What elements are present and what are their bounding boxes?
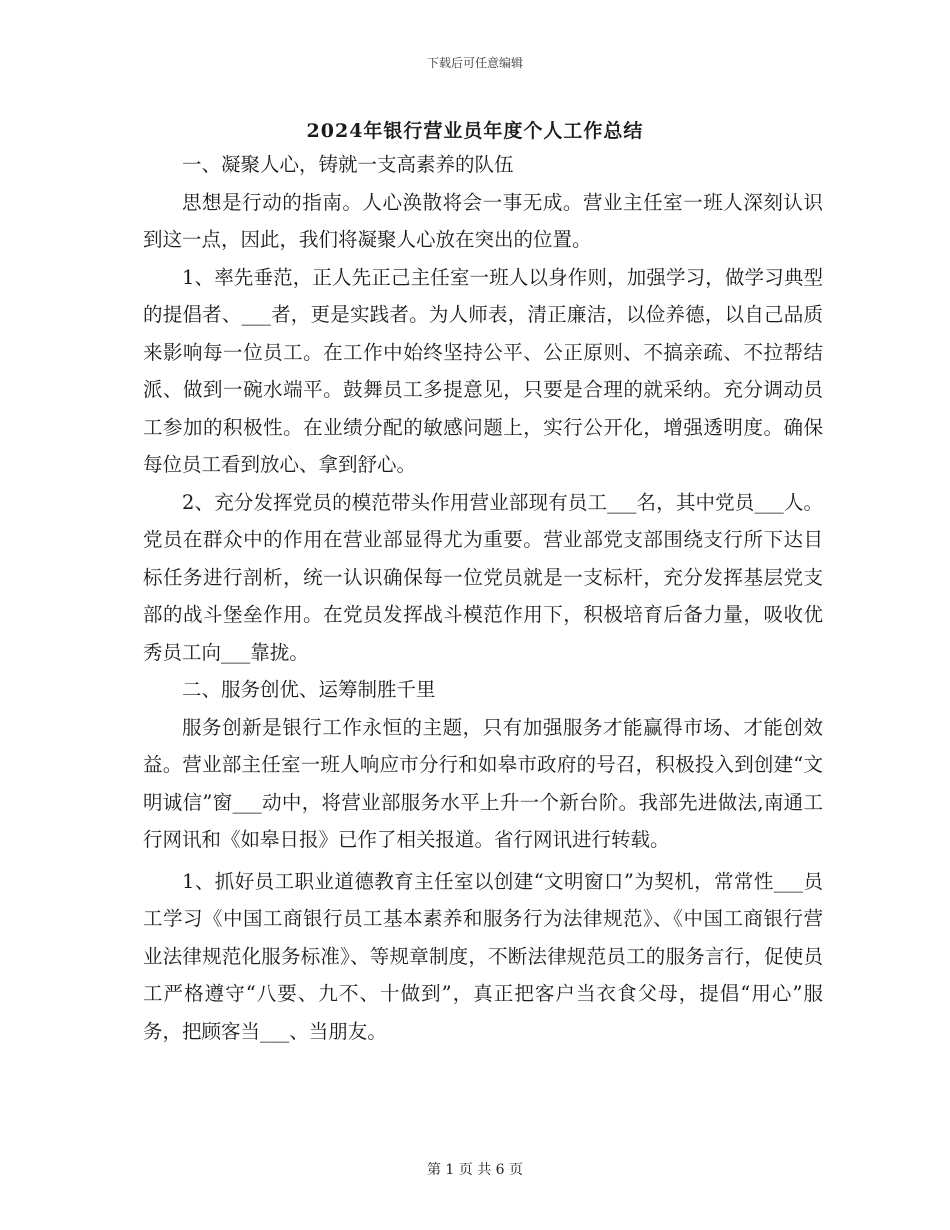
- paragraph-item-2: 2、充分发挥党员的模范带头作用营业部现有员工___名，其中党员___人。党员在群众中的作用在营业部显得尤为重要。营业部党支部围绕支行所下达目标任务进行剖析，统一认识确保每一位党员就是一支标杆，充分发挥基层党支部的战斗堡垒作用。在党员发挥战斗模范作用下，积极培育后备力量，吸收优秀员工向___靠拢。: [143, 490, 823, 664]
- section-heading-1: 一、凝聚人心，铸就一支高素养的队伍: [182, 153, 514, 176]
- document-title: 2024年银行营业员年度个人工作总结: [306, 120, 644, 142]
- paragraph-service: 服务创新是银行工作永恒的主题，只有加强服务才能赢得市场、才能创效益。营业部主任室一班人响应市分行和如皋市政府的号召，积极投入到创建“文明诚信”窗___动中，将营业部服务水平上升一个新台阶。我部先进做法,南通工行网讯和《如皋日报》已作了相关报道。省行网讯进行转载。: [143, 715, 823, 851]
- section-heading-2: 二、服务创优、运筹制胜千里: [182, 678, 436, 701]
- document-body: [143, 146, 823, 1050]
- page-footer: 第 1 页 共 6 页: [426, 1162, 524, 1178]
- paragraph-item-1: 1、率先垂范，正人先正己主任室一班人以身作则，加强学习，做学习典型的提倡者、___者，更是实践者。为人师表，清正廉洁，以俭养德，以自己品质来影响每一位员工。在工作中始终坚持公平、公正原则、不搞亲疏、不拉帮结派、做到一碗水端平。鼓舞员工多提意见，只要是合理的就采纳。充分调动员工参加的积极性。在业绩分配的敏感问题上，实行公开化，增强透明度。确保每位员工看到放心、拿到舒心。: [143, 265, 823, 476]
- paragraph-ethics: 1、抓好员工职业道德教育主任室以创建“文明窗口”为契机，常常性___员工学习《中国工商银行员工基本素养和服务行为法律规范》、《中国工商银行营业法律规范化服务标准》、等规章制度，不断法律规范员工的服务言行，促使员工严格遵守“八要、九不、十做到”，真正把客户当衣食父母，提倡“用心”服务，把顾客当___、当朋友。: [143, 869, 823, 1043]
- paragraph-intro: 思想是行动的指南。人心涣散将会一事无成。营业主任室一班人深刻认识到这一点，因此，我们将凝聚人心放在突出的位置。: [143, 190, 823, 251]
- header-note: 下载后可任意编辑: [426, 56, 523, 70]
